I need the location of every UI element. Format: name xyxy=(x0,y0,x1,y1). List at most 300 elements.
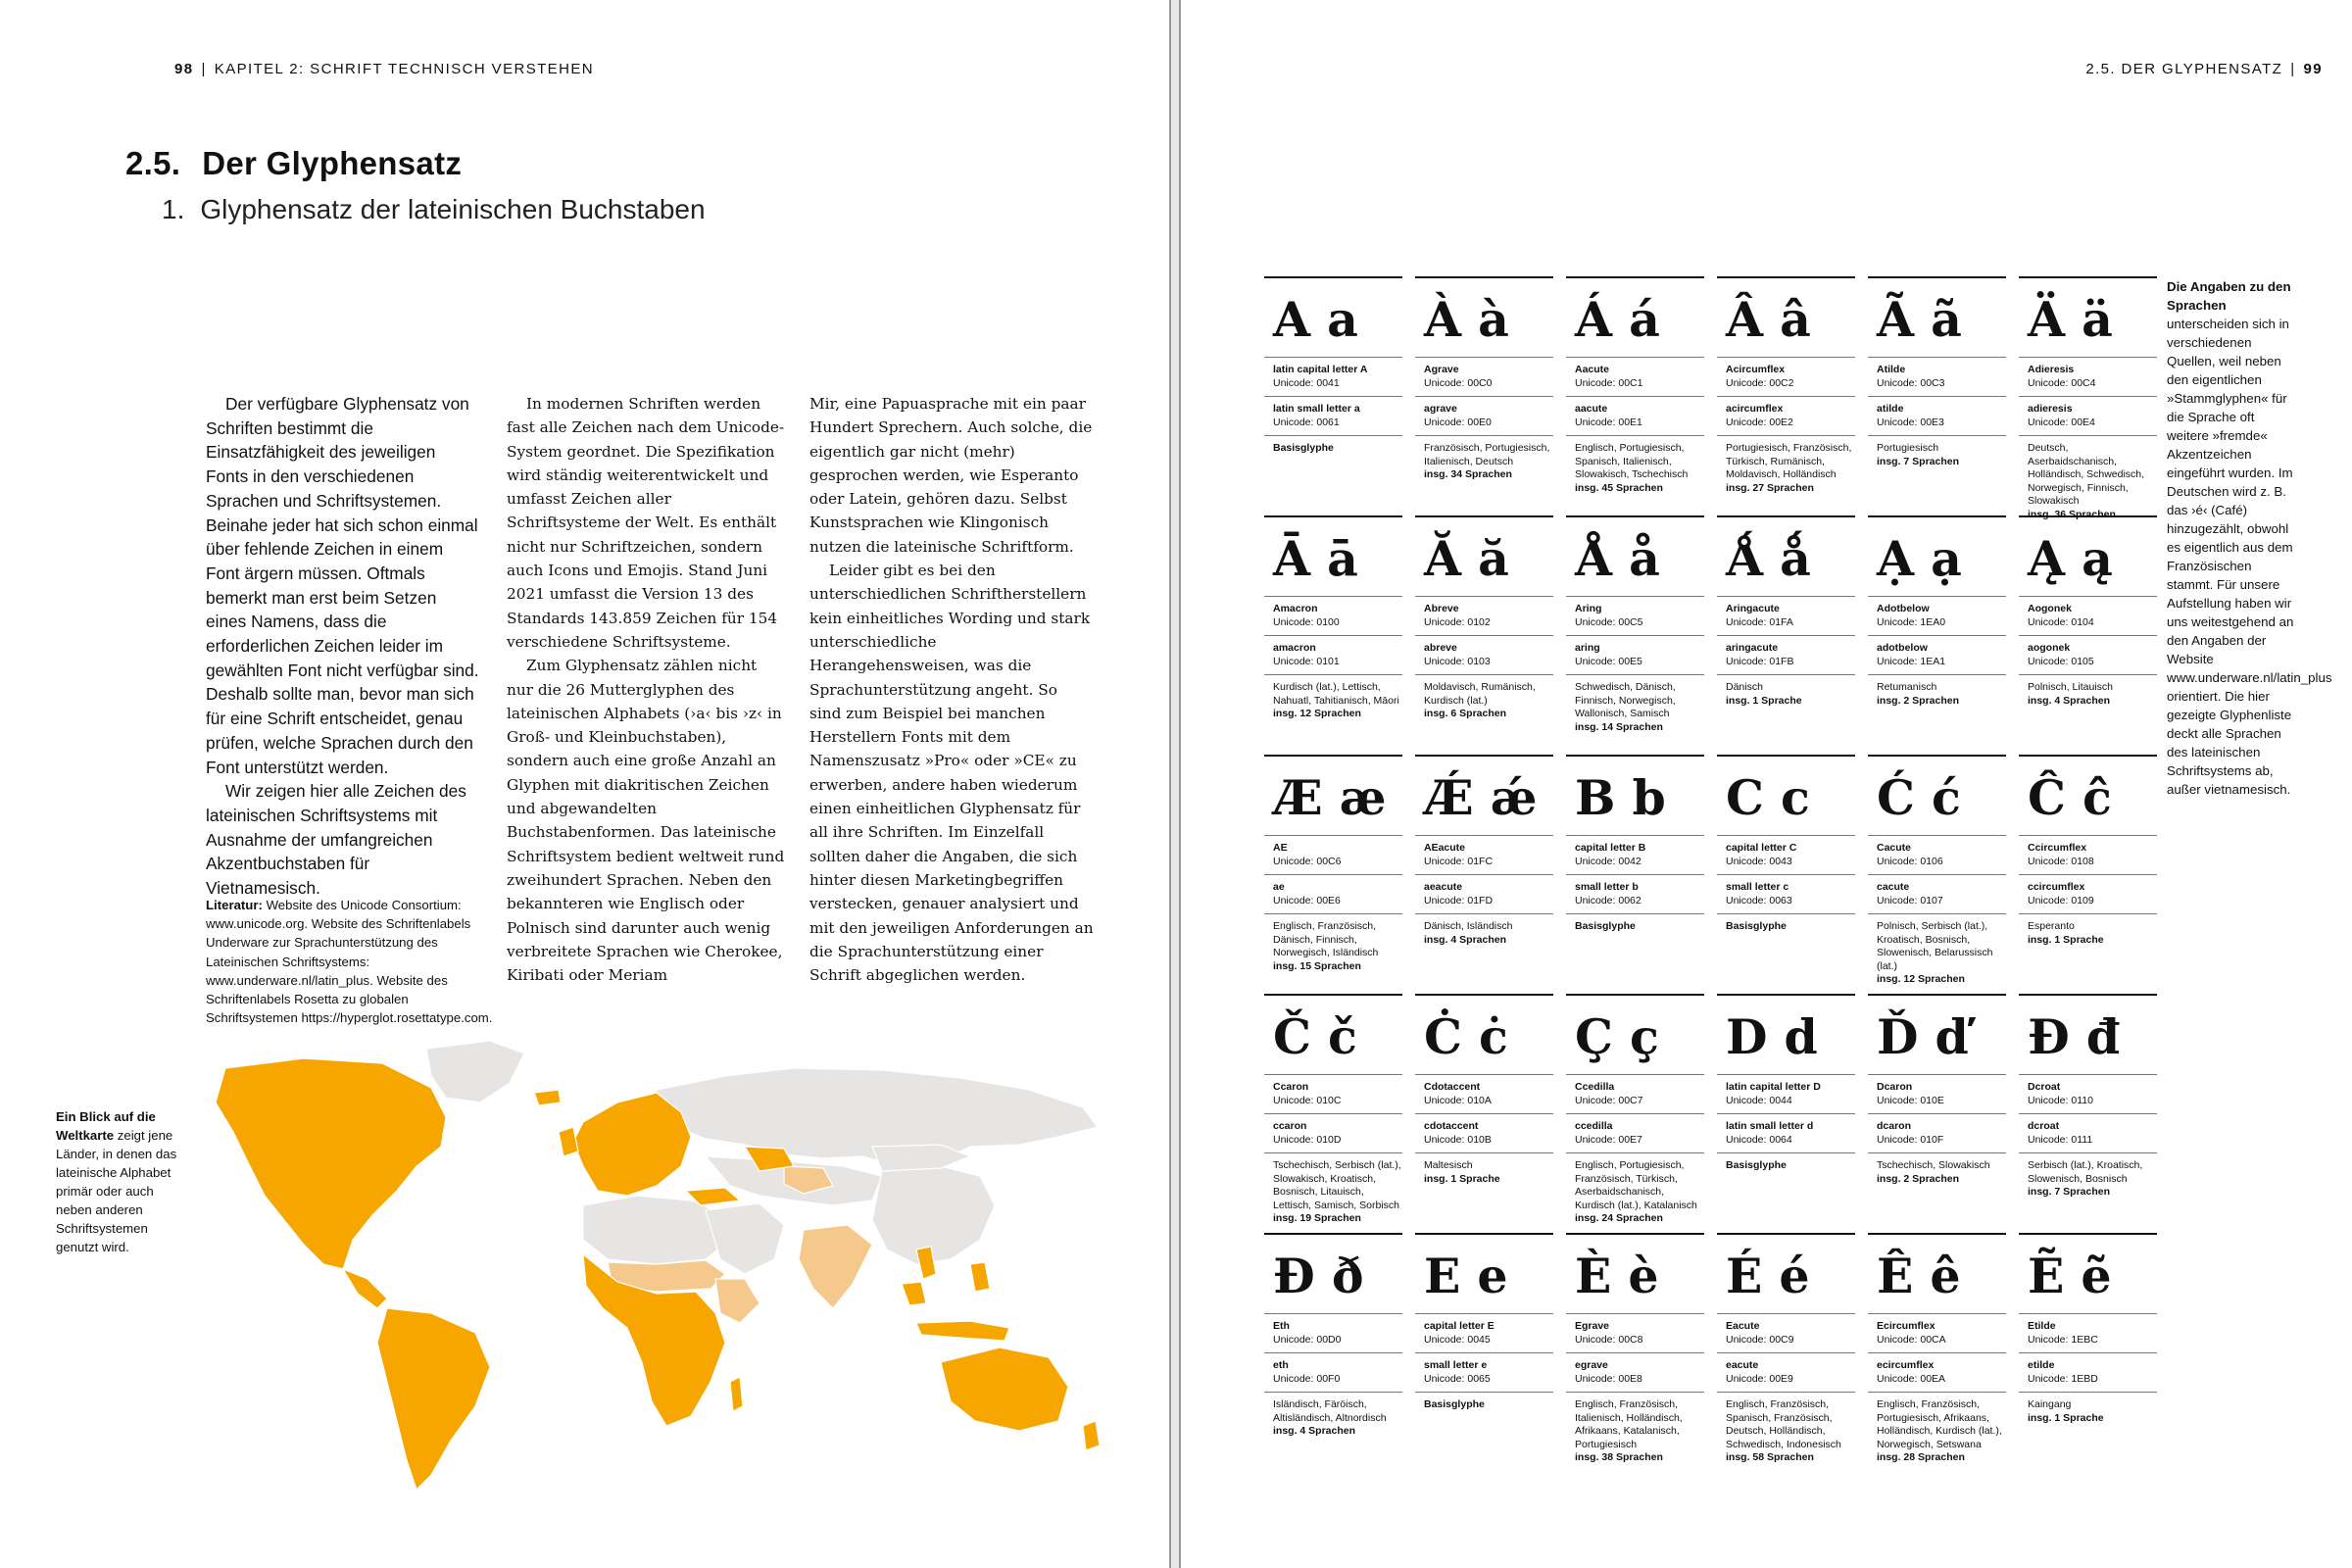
uppercase-name: Aring xyxy=(1575,603,1602,614)
region-indonesia xyxy=(916,1321,1009,1341)
region-east-asia xyxy=(872,1166,995,1264)
language-total: insg. 15 Sprachen xyxy=(1273,959,1361,972)
glyph-cell xyxy=(1717,276,1855,501)
paragraph: Leider gibt es bei den unterschiedlichen Schriftherstellern kein einheitliches Wording und stark unterschiedliche Herangehensweisen, was die Sprachunterstützung angeht. So sind zum Beispiel bei manchen Herstellern Fonts mit dem Namenszusatz »Pro« oder »CE« zu erwerben, andere haben wiederum einen einheitlichen Glyphensatz für all ihre Schriften. Im Einzelfall sollten daher die Angaben, die sich hinter diesen Marketingbegriffen verstecken, genauer analysiert und mit den jeweiligen Anforderungen an die Sprachunterstützung einer Schrift abgeglichen werden. xyxy=(809,562,1094,985)
section-running-title: 2.5. DER GLYPHENSATZ xyxy=(2085,61,2283,77)
lowercase-code: Unicode: 01FD xyxy=(1424,894,1494,906)
text-column-2 xyxy=(507,392,786,987)
uppercase-code: Unicode: 0106 xyxy=(1877,855,1943,867)
paragraph: Wir zeigen hier alle Zeichen des lateinischen Schriftsystems mit Ausnahme der umfangreichen Akzentbuchstaben für Vietnamesisch. xyxy=(206,781,466,899)
language-list: Tschechisch, Serbisch (lat.), Slowakisch, Kroatisch, Bosnisch, Litauisch, Lettisch, Samisch, Sorbisch xyxy=(1273,1159,1401,1211)
language-info xyxy=(2019,436,2157,527)
lowercase-name: dcroat xyxy=(2028,1120,2060,1132)
language-list: Kaingang xyxy=(2028,1398,2072,1410)
lowercase-info xyxy=(1717,1353,1855,1392)
glyph-sample: Ǽ ǽ xyxy=(1424,769,1538,826)
uppercase-code: Unicode: 0102 xyxy=(1424,615,1491,628)
uppercase-name: Ccircumflex xyxy=(2028,842,2087,854)
lowercase-info xyxy=(1868,397,2006,435)
lowercase-info xyxy=(1264,1353,1402,1392)
uppercase-code: Unicode: 0100 xyxy=(1273,615,1340,628)
glyph-sample: Á á xyxy=(1575,291,1660,348)
region-central-america xyxy=(343,1269,387,1308)
paragraph: Mir, eine Papuasprache mit ein paar Hundert Sprechern. Auch solche, die eigentlich gar nicht (mehr) gesprochen werden, wie Esperanto oder Latein, gehören dazu. Selbst Kunstsprachen wie Klingonisch nutzen die lateinische Schriftform. xyxy=(809,395,1093,556)
language-list: Maltesisch xyxy=(1424,1159,1473,1171)
uppercase-info xyxy=(1264,358,1402,396)
language-total: insg. 2 Sprachen xyxy=(1877,1172,1960,1185)
lowercase-code: Unicode: 0103 xyxy=(1424,655,1491,667)
lowercase-info xyxy=(1868,1114,2006,1152)
lowercase-code: Unicode: 00E8 xyxy=(1575,1372,1642,1385)
language-list: Englisch, Portugiesisch, Spanisch, Italienisch, Slowakisch, Tschechisch xyxy=(1575,442,1689,480)
glyph-sample: B b xyxy=(1575,769,1666,826)
uppercase-name: latin capital letter D xyxy=(1726,1081,1821,1093)
glyph-sample: Å å xyxy=(1575,530,1660,587)
region-australia xyxy=(941,1348,1068,1431)
language-total: insg. 36 Sprachen xyxy=(2028,508,2116,520)
language-list: Englisch, Französisch, Italienisch, Holländisch, Afrikaans, Katalanisch, Portugiesisch xyxy=(1575,1398,1683,1450)
uppercase-info xyxy=(1415,1075,1553,1113)
language-info xyxy=(1264,914,1402,979)
glyph-cell xyxy=(2019,755,2157,953)
subsection-title: Glyphensatz der lateinischen Buchstaben xyxy=(200,194,706,224)
language-info xyxy=(1868,436,2006,474)
language-total: Basisglyphe xyxy=(1575,920,1636,932)
glyph-cell xyxy=(1415,755,1553,953)
language-total: insg. 27 Sprachen xyxy=(1726,481,1814,494)
language-list: Serbisch (lat.), Kroatisch, Slowenisch, Bosnisch xyxy=(2028,1159,2143,1185)
lowercase-info xyxy=(1264,1114,1402,1152)
language-info xyxy=(2019,914,2157,953)
uppercase-name: Cdotaccent xyxy=(1424,1081,1481,1093)
language-total: insg. 19 Sprachen xyxy=(1273,1212,1361,1224)
uppercase-code: Unicode: 010A xyxy=(1424,1094,1492,1106)
uppercase-code: Unicode: 0108 xyxy=(2028,855,2094,867)
language-list: Englisch, Französisch, Spanisch, Französisch, Deutsch, Holländisch, Schwedisch, Indonesisch xyxy=(1726,1398,1841,1450)
glyph-sample: Ä ä xyxy=(2028,291,2113,348)
glyph-cell xyxy=(1717,755,1855,940)
uppercase-code: Unicode: 0043 xyxy=(1726,855,1792,867)
uppercase-info xyxy=(1868,1075,2006,1113)
uppercase-name: Egrave xyxy=(1575,1320,1610,1332)
language-list: Kurdisch (lat.), Lettisch, Nahuatl, Tahitianisch, Māori xyxy=(1273,681,1399,707)
paragraph: Zum Glyphensatz zählen nicht nur die 26 Mutterglyphen des lateinischen Alphabets (›a‹ bis ›z‹ in Groß- und Kleinbuchstaben), sondern auch eine große Anzahl an Glyphen mit diakritischen Zeichen und abgewandelten Buchstabenformen. Das lateinische Schriftsystem bedient weltweit rund zweihundert Sprachen. Neben den bekannteren wie Englisch oder Polnisch sind darunter auch wenig verbreitete Sprachen wie Cherokee, Kiribati oder Meriam xyxy=(507,657,785,985)
uppercase-name: Amacron xyxy=(1273,603,1318,614)
lowercase-name: adotbelow xyxy=(1877,642,1928,654)
lowercase-name: latin small letter a xyxy=(1273,403,1360,415)
glyph-cell xyxy=(2019,276,2157,527)
language-info xyxy=(1415,1153,1553,1192)
map-caption-text: zeigt jene Länder, in denen das lateinische Alphabet primär oder auch neben anderen Schriftsystemen genutzt wird. xyxy=(56,1128,177,1254)
language-info xyxy=(1264,1393,1402,1445)
uppercase-code: Unicode: 00C6 xyxy=(1273,855,1342,867)
glyph-sample: É é xyxy=(1726,1248,1810,1304)
uppercase-info xyxy=(1566,1314,1704,1352)
lowercase-name: ccircumflex xyxy=(2028,881,2085,893)
region-europe xyxy=(573,1093,691,1196)
section-title: Der Glyphensatz xyxy=(202,145,463,181)
glyph-sample: Â â xyxy=(1726,291,1811,348)
glyph-sample: Æ æ xyxy=(1273,769,1387,826)
glyph-sample: Ċ ċ xyxy=(1424,1008,1508,1065)
region-madagascar xyxy=(730,1377,743,1411)
language-list: Schwedisch, Dänisch, Finnisch, Norwegisch, Wallonisch, Samisch xyxy=(1575,681,1676,719)
lowercase-info xyxy=(1415,875,1553,913)
language-info xyxy=(2019,1393,2157,1431)
lowercase-info xyxy=(1566,397,1704,435)
glyph-sample: À à xyxy=(1424,291,1509,348)
language-total: insg. 45 Sprachen xyxy=(1575,481,1663,494)
lowercase-code: Unicode: 1EBD xyxy=(2028,1372,2098,1385)
lowercase-code: Unicode: 00E7 xyxy=(1575,1133,1642,1146)
glyph-cell xyxy=(1415,1233,1553,1418)
language-total: Basisglyphe xyxy=(1273,442,1334,454)
glyph-sample: È è xyxy=(1575,1248,1659,1304)
language-info xyxy=(1415,675,1553,727)
language-total: insg. 12 Sprachen xyxy=(1273,708,1361,719)
language-list: Moldavisch, Rumänisch, Kurdisch (lat.) xyxy=(1424,681,1536,707)
lowercase-name: adieresis xyxy=(2028,403,2073,415)
lowercase-name: egrave xyxy=(1575,1359,1608,1371)
lowercase-code: Unicode: 00E9 xyxy=(1726,1372,1793,1385)
language-info xyxy=(1415,1393,1553,1418)
lowercase-code: Unicode: 0064 xyxy=(1726,1133,1792,1146)
lowercase-name: cdotaccent xyxy=(1424,1120,1479,1132)
region-new-zealand xyxy=(1083,1421,1100,1450)
region-north-america xyxy=(216,1058,446,1269)
uppercase-name: AEacute xyxy=(1424,842,1466,854)
glyph-cell xyxy=(1868,276,2006,474)
glyph-sample: Ą ą xyxy=(2028,530,2113,587)
language-total: insg. 24 Sprachen xyxy=(1575,1212,1663,1224)
lowercase-info xyxy=(1717,636,1855,674)
region-india xyxy=(799,1225,872,1308)
uppercase-name: Aogonek xyxy=(2028,603,2072,614)
lowercase-name: aring xyxy=(1575,642,1600,654)
lowercase-info xyxy=(2019,1114,2157,1152)
uppercase-info xyxy=(1415,358,1553,396)
text-column-1 xyxy=(206,392,480,901)
lowercase-info xyxy=(2019,397,2157,435)
lowercase-name: abreve xyxy=(1424,642,1457,654)
language-info xyxy=(1868,1153,2006,1192)
lowercase-name: eth xyxy=(1273,1359,1289,1371)
language-total: insg. 1 Sprache xyxy=(1726,694,1802,707)
glyph-sample: C c xyxy=(1726,769,1810,826)
glyph-cell xyxy=(1264,276,1402,462)
glyph-cell xyxy=(1264,515,1402,727)
lowercase-info xyxy=(1868,636,2006,674)
language-total: insg. 1 Sprache xyxy=(1424,1172,1500,1185)
lowercase-name: amacron xyxy=(1273,642,1316,654)
uppercase-code: Unicode: 0044 xyxy=(1726,1094,1792,1106)
language-total: insg. 6 Sprachen xyxy=(1424,708,1507,719)
uppercase-info xyxy=(1264,1314,1402,1352)
glyph-sample: E e xyxy=(1424,1248,1508,1304)
region-south-america xyxy=(377,1308,490,1490)
language-info xyxy=(1717,1153,1855,1179)
lowercase-code: Unicode: 0063 xyxy=(1726,894,1792,906)
lowercase-info xyxy=(1264,875,1402,913)
region-east-africa xyxy=(715,1279,760,1323)
lowercase-code: Unicode: 00E5 xyxy=(1575,655,1642,667)
language-info xyxy=(1868,675,2006,713)
right-page xyxy=(1179,0,2352,1568)
side-note-bold: Die Angaben zu den Sprachen xyxy=(2167,279,2291,313)
language-info xyxy=(1717,914,1855,940)
book-gutter xyxy=(1171,0,1179,1568)
uppercase-info xyxy=(1566,836,1704,874)
uppercase-code: Unicode: 1EBC xyxy=(2028,1333,2098,1346)
lowercase-name: ae xyxy=(1273,881,1285,893)
lowercase-code: Unicode: 0062 xyxy=(1575,894,1642,906)
language-list: Französisch, Portugiesisch, Italienisch, Deutsch xyxy=(1424,442,1550,467)
lowercase-name: eacute xyxy=(1726,1359,1759,1371)
lowercase-code: Unicode: 00E0 xyxy=(1424,416,1492,428)
language-list: Isländisch, Färöisch, Altisländisch, Altnordisch xyxy=(1273,1398,1387,1424)
uppercase-code: Unicode: 0045 xyxy=(1424,1333,1491,1346)
lowercase-info xyxy=(1717,397,1855,435)
lowercase-code: Unicode: 00E1 xyxy=(1575,416,1642,428)
lowercase-code: Unicode: 00EA xyxy=(1877,1372,1946,1385)
lowercase-code: Unicode: 00E3 xyxy=(1877,416,1944,428)
lowercase-code: Unicode: 00E4 xyxy=(2028,416,2095,428)
lowercase-info xyxy=(2019,636,2157,674)
language-info xyxy=(1868,914,2006,993)
uppercase-code: Unicode: 00C9 xyxy=(1726,1333,1794,1346)
uppercase-info xyxy=(1717,1075,1855,1113)
lowercase-code: Unicode: 00E6 xyxy=(1273,894,1341,906)
lowercase-info xyxy=(1415,1353,1553,1392)
uppercase-info xyxy=(1264,597,1402,635)
lowercase-name: dcaron xyxy=(1877,1120,1912,1132)
lowercase-code: Unicode: 00F0 xyxy=(1273,1372,1341,1385)
uppercase-name: Adotbelow xyxy=(1877,603,1930,614)
language-info xyxy=(1415,914,1553,953)
lowercase-name: ecircumflex xyxy=(1877,1359,1935,1371)
language-total: insg. 1 Sprache xyxy=(2028,933,2104,946)
lowercase-info xyxy=(1868,875,2006,913)
glyph-sample: Č č xyxy=(1273,1008,1357,1065)
lowercase-info xyxy=(2019,1353,2157,1392)
language-total: insg. 58 Sprachen xyxy=(1726,1451,1814,1463)
region-greenland xyxy=(426,1041,524,1102)
uppercase-code: Unicode: 00C3 xyxy=(1877,376,1945,389)
glyph-sample: Đ ð xyxy=(1273,1248,1364,1304)
language-total: insg. 7 Sprachen xyxy=(1877,455,1960,467)
glyph-cell xyxy=(1415,994,1553,1192)
lowercase-name: acircumflex xyxy=(1726,403,1784,415)
language-info xyxy=(1264,1153,1402,1232)
glyph-cell xyxy=(1566,276,1704,501)
language-list: Englisch, Portugiesisch, Französisch, Türkisch, Aserbaidschanisch, Kurdisch (lat.), Katalanisch xyxy=(1575,1159,1697,1211)
language-total: Basisglyphe xyxy=(1726,920,1787,932)
uppercase-name: Ccaron xyxy=(1273,1081,1309,1093)
uppercase-info xyxy=(1415,1314,1553,1352)
lowercase-info xyxy=(1566,875,1704,913)
region-north-africa xyxy=(583,1196,730,1264)
uppercase-code: Unicode: 010E xyxy=(1877,1094,1944,1106)
uppercase-info xyxy=(1264,1075,1402,1113)
text-column-3 xyxy=(809,392,1094,987)
uppercase-info xyxy=(1566,1075,1704,1113)
page-number-left: 98 xyxy=(174,61,194,77)
glyph-cell xyxy=(1717,515,1855,713)
language-list: Retumanisch xyxy=(1877,681,1937,693)
glyph-cell xyxy=(1264,755,1402,979)
lowercase-info xyxy=(1264,397,1402,435)
lowercase-name: cacute xyxy=(1877,881,1910,893)
language-list: Dänisch, Isländisch xyxy=(1424,920,1513,932)
uppercase-info xyxy=(1868,1314,2006,1352)
section-number: 2.5. xyxy=(125,145,181,181)
lowercase-name: agrave xyxy=(1424,403,1457,415)
glyph-cell xyxy=(2019,515,2157,713)
uppercase-code: Unicode: 00C4 xyxy=(2028,376,2096,389)
uppercase-code: Unicode: 00C5 xyxy=(1575,615,1643,628)
language-total: Basisglyphe xyxy=(1726,1159,1787,1171)
language-total: insg. 4 Sprachen xyxy=(2028,694,2111,707)
uppercase-name: Dcaron xyxy=(1877,1081,1913,1093)
language-total: insg. 14 Sprachen xyxy=(1575,720,1663,733)
uppercase-name: Abreve xyxy=(1424,603,1459,614)
lowercase-name: etilde xyxy=(2028,1359,2055,1371)
lowercase-name: aeacute xyxy=(1424,881,1463,893)
uppercase-info xyxy=(1717,358,1855,396)
glyph-sample: Ǻ ǻ xyxy=(1726,530,1811,587)
language-list: Polnisch, Serbisch (lat.), Kroatisch, Bosnisch, Slowenisch, Belarussisch (lat.) xyxy=(1877,920,1993,972)
paragraph: In modernen Schriften werden fast alle Zeichen nach dem Unicode-System geordnet. Die Spezifikation wird ständig weiterentwickelt und umfasst Zeichen aller Schriftsysteme der Welt. Es enthält nicht nur Schriftzeichen, sondern auch Icons und Emojis. Stand Juni 2021 umfasst die Version 13 des Standards 143.859 Zeichen für 154 verschiedene Schriftsysteme. xyxy=(507,395,785,651)
language-info xyxy=(1717,436,1855,501)
language-info xyxy=(2019,1153,2157,1205)
glyph-cell xyxy=(1264,994,1402,1232)
uppercase-name: capital letter E xyxy=(1424,1320,1494,1332)
uppercase-code: Unicode: 00C2 xyxy=(1726,376,1794,389)
uppercase-code: Unicode: 00D0 xyxy=(1273,1333,1342,1346)
uppercase-info xyxy=(2019,358,2157,396)
lowercase-code: Unicode: 0065 xyxy=(1424,1372,1491,1385)
lowercase-code: Unicode: 0107 xyxy=(1877,894,1943,906)
uppercase-info xyxy=(1717,1314,1855,1352)
uppercase-name: Eacute xyxy=(1726,1320,1760,1332)
glyph-cell xyxy=(1868,1233,2006,1471)
language-total: Basisglyphe xyxy=(1424,1398,1485,1410)
subsection-number: 1. xyxy=(162,194,185,224)
lowercase-name: atilde xyxy=(1877,403,1904,415)
lowercase-name: small letter e xyxy=(1424,1359,1488,1371)
paragraph: Der verfügbare Glyphensatz von Schriften bestimmt die Einsatzfähigkeit des jeweiligen Fonts in den verschiedenen Sprachen und Schriftsystemen. Beinahe jeder hat sich schon einmal über fehlende Zeichen in einem Font ärgern müssen. Oftmals bemerkt man erst beim Setzen eines Namens, dass die erforderlichen Zeichen leider im gewählten Font nicht verfügbar sind. Deshalb sollte man, bevor man sich für eine Schrift entscheidet, genau prüfen, welche Sprachen durch den Font unterstützt werden. xyxy=(206,394,479,777)
language-info xyxy=(1415,436,1553,488)
lowercase-name: aacute xyxy=(1575,403,1608,415)
uppercase-code: Unicode: 0041 xyxy=(1273,376,1340,389)
uppercase-info xyxy=(1415,836,1553,874)
region-malaysia xyxy=(902,1282,926,1305)
uppercase-name: Ccedilla xyxy=(1575,1081,1615,1093)
uppercase-code: Unicode: 1EA0 xyxy=(1877,615,1946,628)
language-list: Portugiesisch, Französisch, Türkisch, Rumänisch, Moldavisch, Holländisch xyxy=(1726,442,1852,480)
uppercase-info xyxy=(1868,836,2006,874)
glyph-cell xyxy=(1566,755,1704,940)
running-head-left: 98 | KAPITEL 2: SCHRIFT TECHNISCH VERSTEHEN xyxy=(174,61,594,77)
lowercase-info xyxy=(2019,875,2157,913)
uppercase-name: Adieresis xyxy=(2028,364,2075,375)
language-list: Englisch, Französisch, Portugiesisch, Afrikaans, Holländisch, Kurdisch (lat.), Norwegisch, Setswana xyxy=(1877,1398,2002,1450)
lowercase-info xyxy=(1566,1114,1704,1152)
subsection-heading xyxy=(162,194,706,225)
lowercase-name: ccedilla xyxy=(1575,1120,1613,1132)
glyph-cell xyxy=(1415,276,1553,488)
language-total: insg. 7 Sprachen xyxy=(2028,1186,2111,1198)
language-list: Deutsch, Aserbaidschanisch, Holländisch, Schwedisch, Norwegisch, Finnisch, Slowakisch xyxy=(2028,442,2145,507)
section-heading xyxy=(125,145,462,182)
uppercase-name: capital letter B xyxy=(1575,842,1646,854)
lowercase-info xyxy=(1566,1353,1704,1392)
uppercase-code: Unicode: 00C8 xyxy=(1575,1333,1643,1346)
uppercase-info xyxy=(1264,836,1402,874)
uppercase-name: capital letter C xyxy=(1726,842,1797,854)
lowercase-code: Unicode: 1EA1 xyxy=(1877,655,1946,667)
map-caption xyxy=(56,1107,183,1256)
uppercase-name: Eth xyxy=(1273,1320,1290,1332)
uppercase-code: Unicode: 00C7 xyxy=(1575,1094,1643,1106)
uppercase-info xyxy=(2019,836,2157,874)
glyph-sample: D d xyxy=(1726,1008,1818,1065)
language-info xyxy=(1868,1393,2006,1471)
chapter-title: KAPITEL 2: SCHRIFT TECHNISCH VERSTEHEN xyxy=(214,61,594,77)
uppercase-name: Ecircumflex xyxy=(1877,1320,1936,1332)
glyph-cell xyxy=(1868,994,2006,1192)
lowercase-name: aringacute xyxy=(1726,642,1779,654)
uppercase-name: Cacute xyxy=(1877,842,1912,854)
lowercase-info xyxy=(1264,636,1402,674)
language-list: Portugiesisch xyxy=(1877,442,1939,454)
language-total: insg. 12 Sprachen xyxy=(1877,973,1965,985)
language-list: Dänisch xyxy=(1726,681,1763,693)
uppercase-code: Unicode: 00CA xyxy=(1877,1333,1946,1346)
language-info xyxy=(1566,1153,1704,1232)
glyph-sample: Ā ā xyxy=(1273,530,1358,587)
glyph-sample: Ê ê xyxy=(1877,1248,1961,1304)
glyph-sample: Ć ć xyxy=(1877,769,1961,826)
uppercase-info xyxy=(1868,597,2006,635)
language-info xyxy=(2019,675,2157,713)
language-total: insg. 4 Sprachen xyxy=(1424,933,1507,946)
lowercase-info xyxy=(1717,875,1855,913)
left-page xyxy=(0,0,1171,1568)
glyph-cell xyxy=(1415,515,1553,727)
language-info xyxy=(1566,914,1704,940)
uppercase-info xyxy=(2019,1075,2157,1113)
glyph-cell xyxy=(1566,515,1704,740)
lowercase-name: latin small letter d xyxy=(1726,1120,1814,1132)
uppercase-code: Unicode: 010C xyxy=(1273,1094,1342,1106)
glyph-cell xyxy=(1868,515,2006,713)
glyph-cell xyxy=(1264,1233,1402,1445)
uppercase-code: Unicode: 01FC xyxy=(1424,855,1494,867)
glyph-cell xyxy=(2019,1233,2157,1431)
lowercase-info xyxy=(1717,1114,1855,1152)
lowercase-name: ccaron xyxy=(1273,1120,1307,1132)
uppercase-name: latin capital letter A xyxy=(1273,364,1368,375)
uppercase-code: Unicode: 00C0 xyxy=(1424,376,1493,389)
uppercase-name: Etilde xyxy=(2028,1320,2056,1332)
lowercase-name: aogonek xyxy=(2028,642,2071,654)
language-total: insg. 28 Sprachen xyxy=(1877,1451,1965,1463)
region-middle-east xyxy=(706,1203,784,1274)
glyph-cell xyxy=(2019,994,2157,1205)
language-info xyxy=(1566,675,1704,740)
glyph-sample: Ĉ ĉ xyxy=(2028,769,2112,826)
